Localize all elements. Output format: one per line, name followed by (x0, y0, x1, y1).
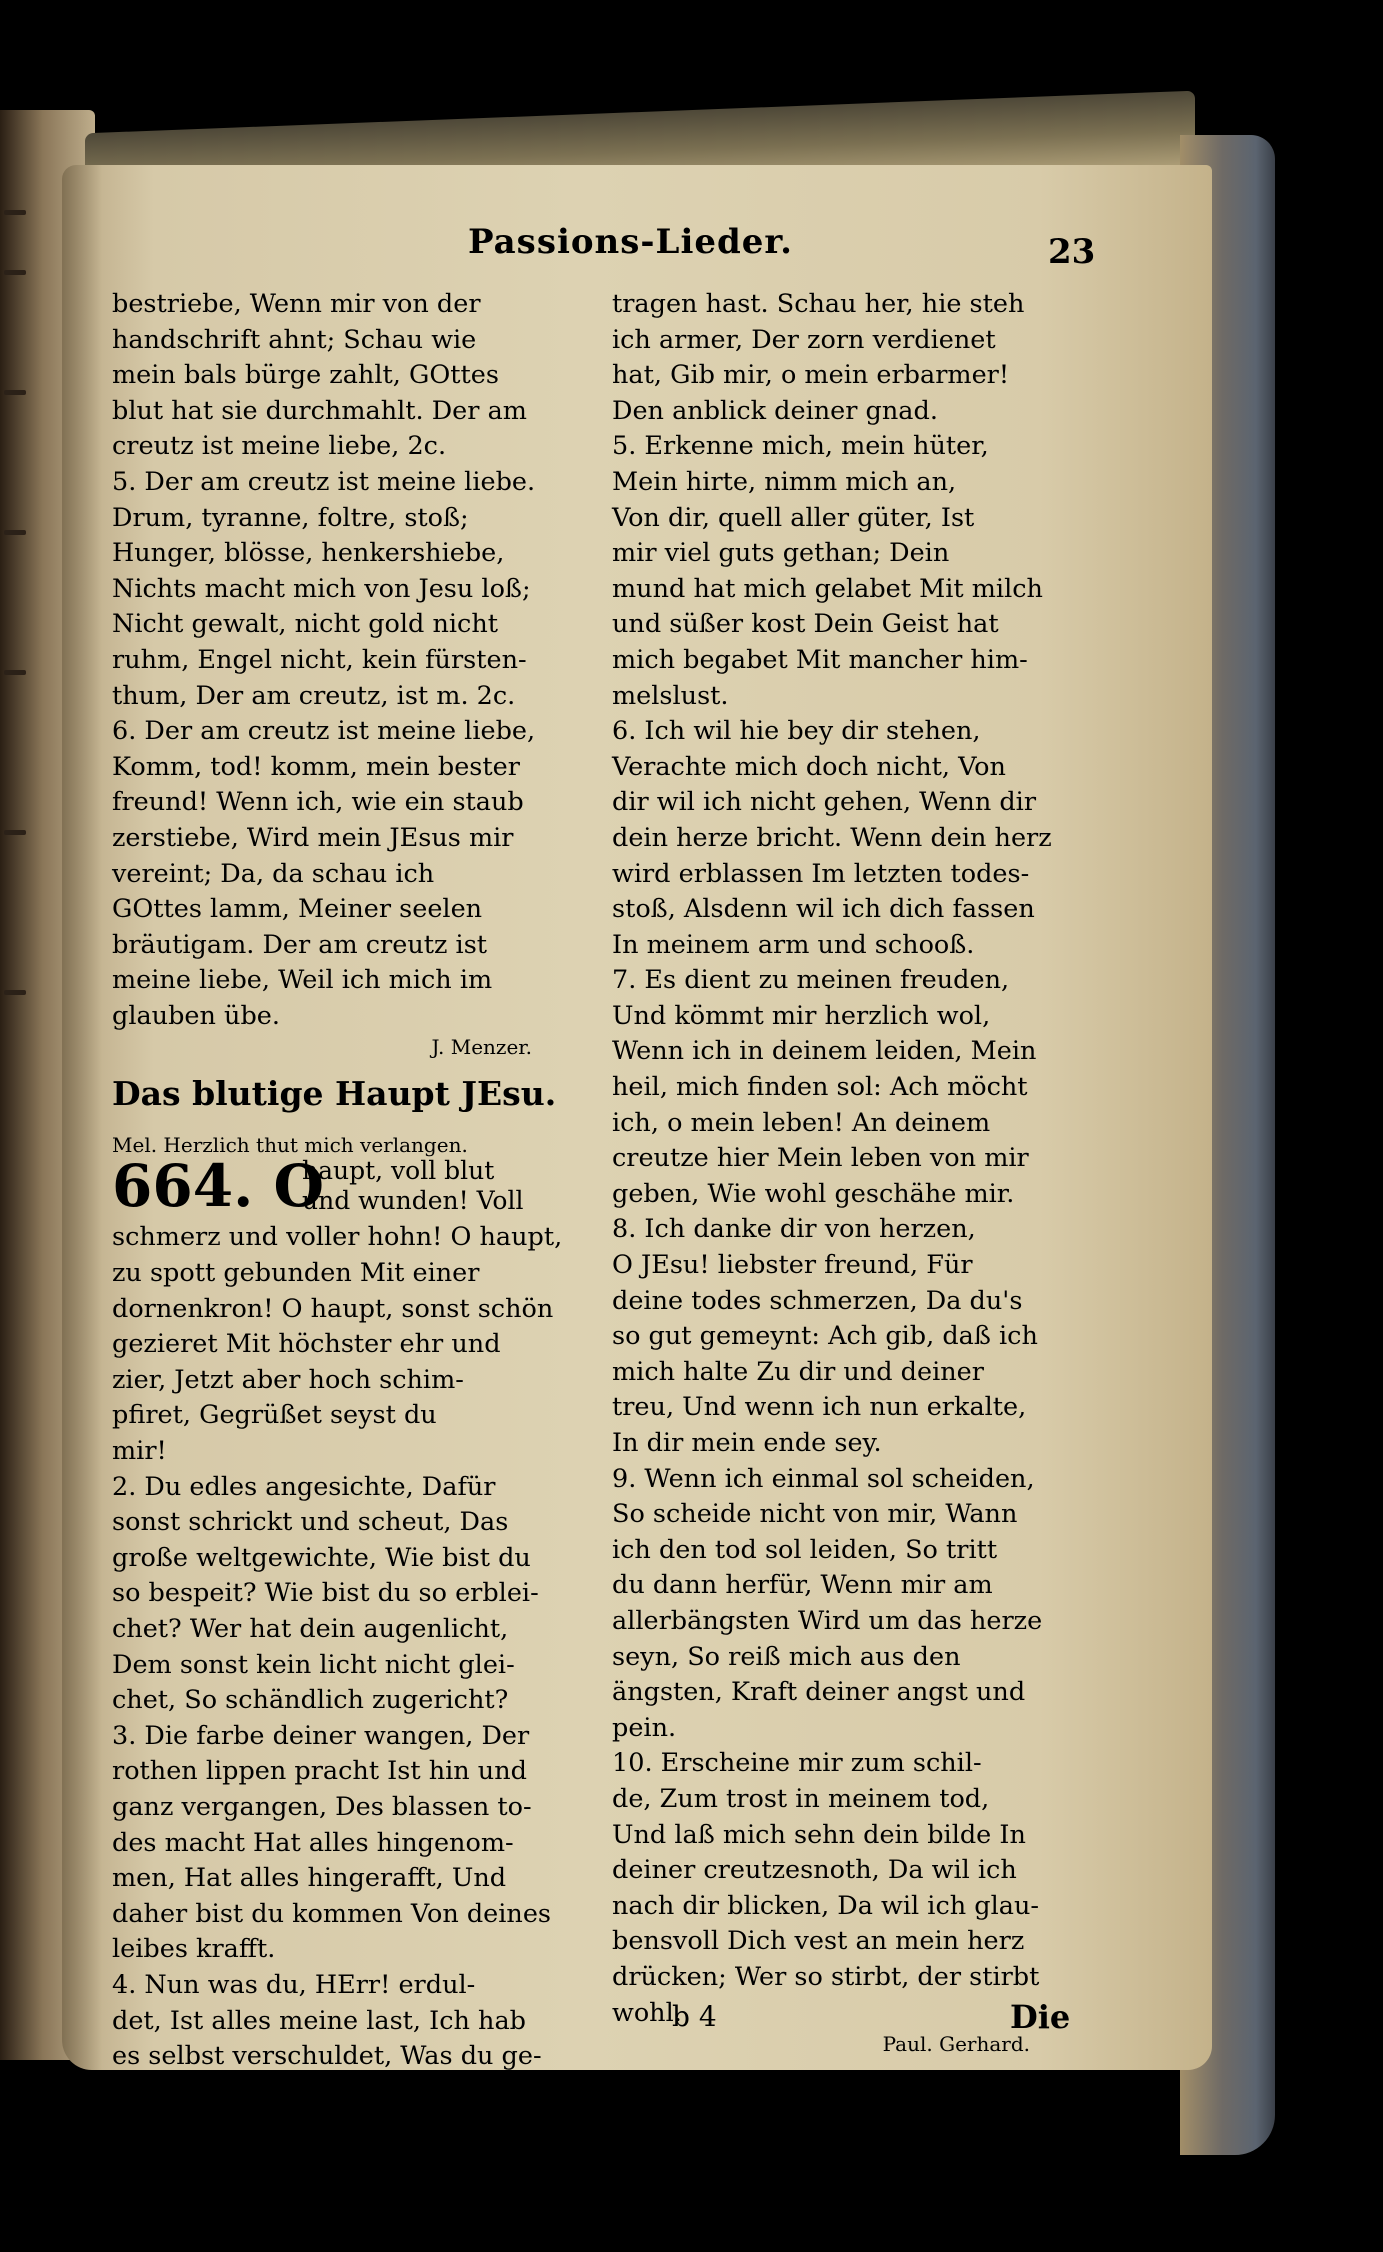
text-line: mich halte Zu dir und deiner (612, 1356, 984, 1387)
text-line: mir viel guts gethan; Dein (612, 538, 950, 569)
text-line: bestriebe, Wenn mir von der (112, 289, 481, 319)
text-line: drücken; Wer so stirbt, der stirbt (612, 1961, 1040, 1992)
text-line: chet? Wer hat dein augenlicht, (112, 1614, 509, 1644)
text-line: haupt, voll blut (302, 1156, 495, 1186)
page-stub (4, 830, 26, 835)
text-line: wohl. (612, 1997, 682, 2028)
gutter-shadow (62, 165, 102, 2070)
text-line: dir wil ich nicht gehen, Wenn dir (612, 787, 1037, 818)
text-line: rothen lippen pracht Ist hin und (112, 1756, 527, 1787)
text-line: men, Hat alles hingerafft, Und (112, 1863, 507, 1894)
text-line: mir! (112, 1436, 167, 1467)
page-stub (4, 670, 26, 675)
text-line: Drum, tyranne, foltre, stoß; (112, 502, 469, 533)
page-stub (4, 530, 26, 535)
text-line: Den anblick deiner gnad. (612, 395, 938, 426)
text-line: dornenkron! O haupt, sonst schön (112, 1293, 554, 1324)
text-line: So scheide nicht von mir, Wann (612, 1499, 1018, 1530)
text-line: de, Zum trost in meinem tod, (612, 1783, 990, 1814)
text-line: 6. Der am creutz ist meine liebe, (112, 716, 536, 747)
text-line: mich begabet Mit mancher him- (612, 644, 1028, 675)
text-line: stoß, Alsdenn wil ich dich fassen (612, 894, 1035, 925)
text-line: Und laß mich sehn dein bilde In (612, 1819, 1026, 1850)
text-line: mund hat mich gelabet Mit milch (612, 573, 1043, 604)
text-line: seyn, So reiß mich aus den (612, 1641, 961, 1672)
page-stub (4, 270, 26, 275)
text-line: det, Ist alles meine last, Ich hab (112, 2005, 526, 2036)
text-line: zerstiebe, Wird mein JEsus mir (112, 822, 514, 853)
text-line: allerbängsten Wird um das herze (612, 1605, 1043, 1636)
hymn-opening (112, 1152, 592, 1221)
text-line: zu spott gebunden Mit einer (112, 1258, 480, 1289)
text-line: In dir mein ende sey. (612, 1428, 882, 1458)
text-line: leibes krafft. (112, 1934, 276, 1965)
text-line: gezieret Mit höchster ehr und (112, 1329, 501, 1360)
text-line: pein. (612, 1712, 677, 1743)
text-line: handschrift ahnt; Schau wie (112, 324, 477, 355)
text-line: es selbst verschuldet, Was du ge- (112, 2041, 542, 2072)
text-line: so bespeit? Wie bist du so erblei- (112, 1578, 539, 1609)
text-line: 5. Der am creutz ist meine liebe. (112, 466, 536, 497)
text-line: 8. Ich danke dir von herzen, (612, 1214, 976, 1245)
text-line: große weltgewichte, Wie bist du (112, 1542, 531, 1573)
text-line: meine liebe, Weil ich mich im (112, 965, 493, 996)
text-line: Nichts macht mich von Jesu loß; (112, 573, 531, 604)
text-line: nach dir blicken, Da wil ich glau- (612, 1890, 1039, 1921)
page-number: 23 (1048, 232, 1096, 272)
page-stub (4, 210, 26, 215)
text-line: blut hat sie durchmahlt. Der am (112, 395, 527, 426)
text-line: ängsten, Kraft deiner angst und (612, 1677, 1026, 1708)
text-line: chet, So schändlich zugericht? (112, 1685, 509, 1716)
text-line: Komm, tod! komm, mein bester (112, 751, 520, 782)
text-line: 4. Nun was du, HErr! erdul- (112, 1969, 476, 2000)
text-line: thum, Der am creutz, ist m. 2c. (112, 680, 516, 711)
text-line: melslust. (612, 680, 729, 711)
text-line: O JEsu! liebster freund, Für (612, 1250, 973, 1281)
text-line: ich, o mein leben! An deinem (612, 1107, 991, 1138)
text-line: 6. Ich wil hie bey dir stehen, (612, 716, 981, 747)
text-line: bräutigam. Der am creutz ist (112, 929, 488, 960)
left-column-hymn-verses (112, 1220, 592, 2074)
text-line: freund! Wenn ich, wie ein staub (112, 787, 524, 818)
text-line: 2. Du edles angesichte, Dafür (112, 1471, 496, 1502)
text-line: sonst schrickt und scheut, Das (112, 1507, 509, 1538)
right-column-verses (612, 287, 1090, 2031)
text-line: zier, Jetzt aber hoch schim- (112, 1364, 464, 1395)
text-line: bensvoll Dich vest an mein herz (612, 1926, 1025, 1957)
left-column-verses (112, 287, 592, 1034)
page-stub (4, 990, 26, 995)
text-line: ich armer, Der zorn verdienet (612, 324, 996, 355)
text-line: Hunger, blösse, henkershiebe, (112, 538, 505, 569)
text-line: creutze hier Mein leben von mir (612, 1143, 1029, 1174)
text-line: vereint; Da, da schau ich (112, 858, 435, 889)
text-line: GOttes lamm, Meiner seelen (112, 894, 483, 925)
text-line: 7. Es dient zu meinen freuden, (612, 965, 1010, 996)
text-line: hat, Gib mir, o mein erbarmer! (612, 360, 1010, 391)
text-line: du dann herfür, Wenn mir am (612, 1570, 993, 1601)
text-line: mein bals bürge zahlt, GOttes (112, 360, 499, 391)
text-line: und wunden! Voll (302, 1186, 524, 1216)
page-stub (4, 390, 26, 395)
hymn-number: 664. O (112, 1152, 324, 1221)
text-line: ruhm, Engel nicht, kein fürsten- (112, 644, 527, 675)
text-line: schmerz und voller hohn! O haupt, (112, 1222, 563, 1253)
text-line: 9. Wenn ich einmal sol scheiden, (612, 1463, 1035, 1494)
text-line: dein herze bricht. Wenn dein herz (612, 822, 1052, 853)
running-title: Passions-Lieder. (468, 222, 794, 262)
text-line: ganz vergangen, Des blassen to- (112, 1791, 532, 1822)
melody-line: Mel. Herzlich thut mich verlangen. (112, 1133, 468, 1158)
text-line: Und kömmt mir herzlich wol, (612, 1000, 991, 1031)
text-line: tragen hast. Schau her, hie steh (612, 289, 1025, 319)
left-column (112, 287, 592, 2075)
signature-mark: b 4 (672, 2000, 717, 2033)
text-line: des macht Hat alles hingenom- (112, 1827, 514, 1858)
hymn-first-lines (302, 1156, 523, 1216)
text-line: Mein hirte, nimm mich an, (612, 466, 957, 497)
text-line: heil, mich finden sol: Ach möcht (612, 1072, 1028, 1103)
author-signature: J. Menzer. (431, 1035, 532, 1060)
hymn-title: Das blutige Haupt JEsu. (112, 1074, 557, 1114)
right-column (612, 287, 1090, 2059)
text-line: Dem sonst kein licht nicht glei- (112, 1649, 515, 1680)
text-line: Nicht gewalt, nicht gold nicht (112, 609, 499, 640)
text-line: treu, Und wenn ich nun erkalte, (612, 1392, 1027, 1423)
text-line: wird erblassen Im letzten todes- (612, 858, 1030, 889)
text-line: geben, Wie wohl geschähe mir. (612, 1178, 1015, 1209)
author-signature: Paul. Gerhard. (882, 2032, 1030, 2057)
text-line: pfiret, Gegrüßet seyst du (112, 1400, 437, 1431)
text-line: glauben übe. (112, 1000, 280, 1031)
text-line: 5. Erkenne mich, mein hüter, (612, 431, 989, 462)
text-line: Verachte mich doch nicht, Von (612, 751, 1006, 782)
text-line: 10. Erscheine mir zum schil- (612, 1748, 982, 1779)
text-line: 3. Die farbe deiner wangen, Der (112, 1720, 530, 1751)
text-line: ich den tod sol leiden, So tritt (612, 1534, 998, 1565)
text-line: so gut gemeynt: Ach gib, daß ich (612, 1321, 1038, 1352)
text-line: daher bist du kommen Von deines (112, 1898, 552, 1929)
text-line: creutz ist meine liebe, 2c. (112, 431, 447, 462)
text-line: Wenn ich in deinem leiden, Mein (612, 1036, 1037, 1067)
text-line: deiner creutzesnoth, Da wil ich (612, 1855, 1017, 1886)
text-line: In meinem arm und schooß. (612, 929, 975, 960)
text-line: und süßer kost Dein Geist hat (612, 609, 999, 640)
catchword: Die (1010, 1998, 1071, 2036)
text-line: Von dir, quell aller güter, Ist (612, 502, 975, 533)
text-line: deine todes schmerzen, Da du's (612, 1285, 1023, 1316)
